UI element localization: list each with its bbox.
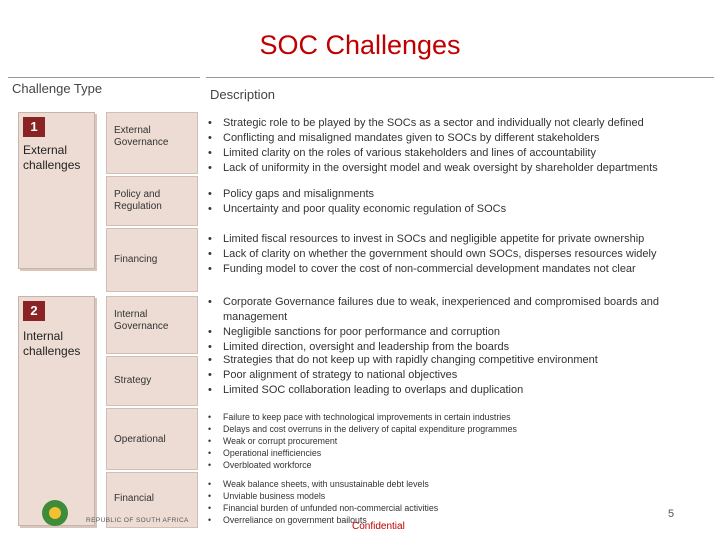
description-internal-governance: [206, 295, 712, 355]
category-label: Strategy: [114, 375, 152, 386]
description-bullet: • Lack of uniformity in the oversight model and weak oversight by shareholder departments: [206, 161, 711, 174]
description-header: Description: [210, 87, 276, 102]
header-rule-left: [8, 77, 200, 78]
category-operational: [106, 408, 198, 470]
description-bullet: • Delays and cost overruns in the delivery of capital expenditure programmes: [206, 423, 706, 435]
group-label: [23, 143, 80, 173]
description-bullet: • Failure to keep pace with technological improvements in certain industries: [206, 411, 706, 423]
description-bullet: • Limited SOC collaboration leading to overlaps and duplication: [206, 383, 711, 398]
description-bullet: • Operational inefficiencies: [206, 447, 706, 459]
category-label: Regulation: [114, 201, 162, 212]
description-financing: [206, 232, 711, 277]
description-bullet: • Unviable business models: [206, 490, 646, 502]
slide-title: SOC Challenges: [259, 30, 461, 60]
description-financial: [206, 478, 646, 526]
description-bullet: • Overreliance on government bailouts: [206, 514, 646, 526]
description-bullet: • Corporate Governance failures due to weak, inexperienced and compromised boards and management: [206, 295, 712, 325]
footer-organisation: REPUBLIC OF SOUTH AFRICA: [86, 517, 189, 524]
description-operational: [206, 411, 706, 471]
category-policy-regulation: [106, 176, 198, 226]
description-bullet: • Limited fiscal resources to invest in SOCs and negligible appetite for private ownership: [206, 232, 711, 247]
group-external-box: [18, 112, 95, 269]
description-strategy: [206, 353, 711, 398]
page-number: 5: [668, 508, 675, 520]
description-bullet: • Policy gaps and misalignments: [206, 187, 711, 202]
group-number-badge: 2: [23, 301, 45, 321]
group-label-line: Internal: [23, 329, 64, 343]
header-rule-right: [206, 77, 714, 78]
category-strategy: [106, 356, 198, 406]
description-bullet: • Strategic role to be played by the SOCs as a sector and individually not clearly defined: [206, 116, 711, 131]
description-bullet: • Lack of clarity on whether the government should own SOCs, disperses resources widely: [206, 247, 711, 262]
category-internal-governance: [106, 296, 198, 354]
group-label-line: challenges: [23, 158, 81, 172]
category-external-governance: [106, 112, 198, 174]
group-internal-box: [18, 296, 95, 526]
coat-of-arms-emblem: [49, 507, 61, 519]
category-financing: [106, 228, 198, 292]
description-bullet: • Limited direction, oversight and leadership from the boards: [206, 340, 712, 355]
description-bullet: • Limited clarity on the roles of various stakeholders and lines of accountability: [206, 146, 711, 161]
description-bullet: • Conflicting and misaligned mandates given to SOCs by different stakeholders: [206, 131, 711, 146]
category-label: External: [114, 125, 151, 136]
group-label: [23, 329, 80, 359]
category-label: Governance: [114, 321, 169, 332]
category-label: Operational: [114, 434, 166, 445]
group-number-badge: 1: [23, 117, 45, 137]
challenge-type-header: Challenge Type: [12, 81, 103, 96]
description-bullet: • Financial burden of unfunded non-commercial activities: [206, 502, 646, 514]
category-label: Financing: [114, 254, 158, 265]
description-policy-regulation: [206, 187, 711, 217]
description-bullet: • Weak balance sheets, with unsustainable debt levels: [206, 478, 646, 490]
category-label: Financial: [114, 493, 155, 504]
category-label: Internal: [114, 309, 148, 320]
category-label: Policy and: [114, 189, 161, 200]
category-label: Governance: [114, 137, 169, 148]
confidential-label: Confidential: [352, 521, 405, 532]
description-bullet: • Negligible sanctions for poor performance and corruption: [206, 325, 712, 340]
description-external-governance: [206, 116, 711, 174]
description-bullet: • Poor alignment of strategy to national objectives: [206, 368, 711, 383]
description-bullet: • Funding model to cover the cost of non-commercial development mandates not clear: [206, 262, 711, 277]
description-bullet: • Uncertainty and poor quality economic regulation of SOCs: [206, 202, 711, 217]
description-bullet: • Weak or corrupt procurement: [206, 435, 706, 447]
description-bullet: • Overbloated workforce: [206, 459, 706, 471]
group-label-line: challenges: [23, 344, 81, 358]
group-label-line: External: [23, 143, 68, 157]
description-bullet: • Strategies that do not keep up with rapidly changing competitive environment: [206, 353, 711, 368]
